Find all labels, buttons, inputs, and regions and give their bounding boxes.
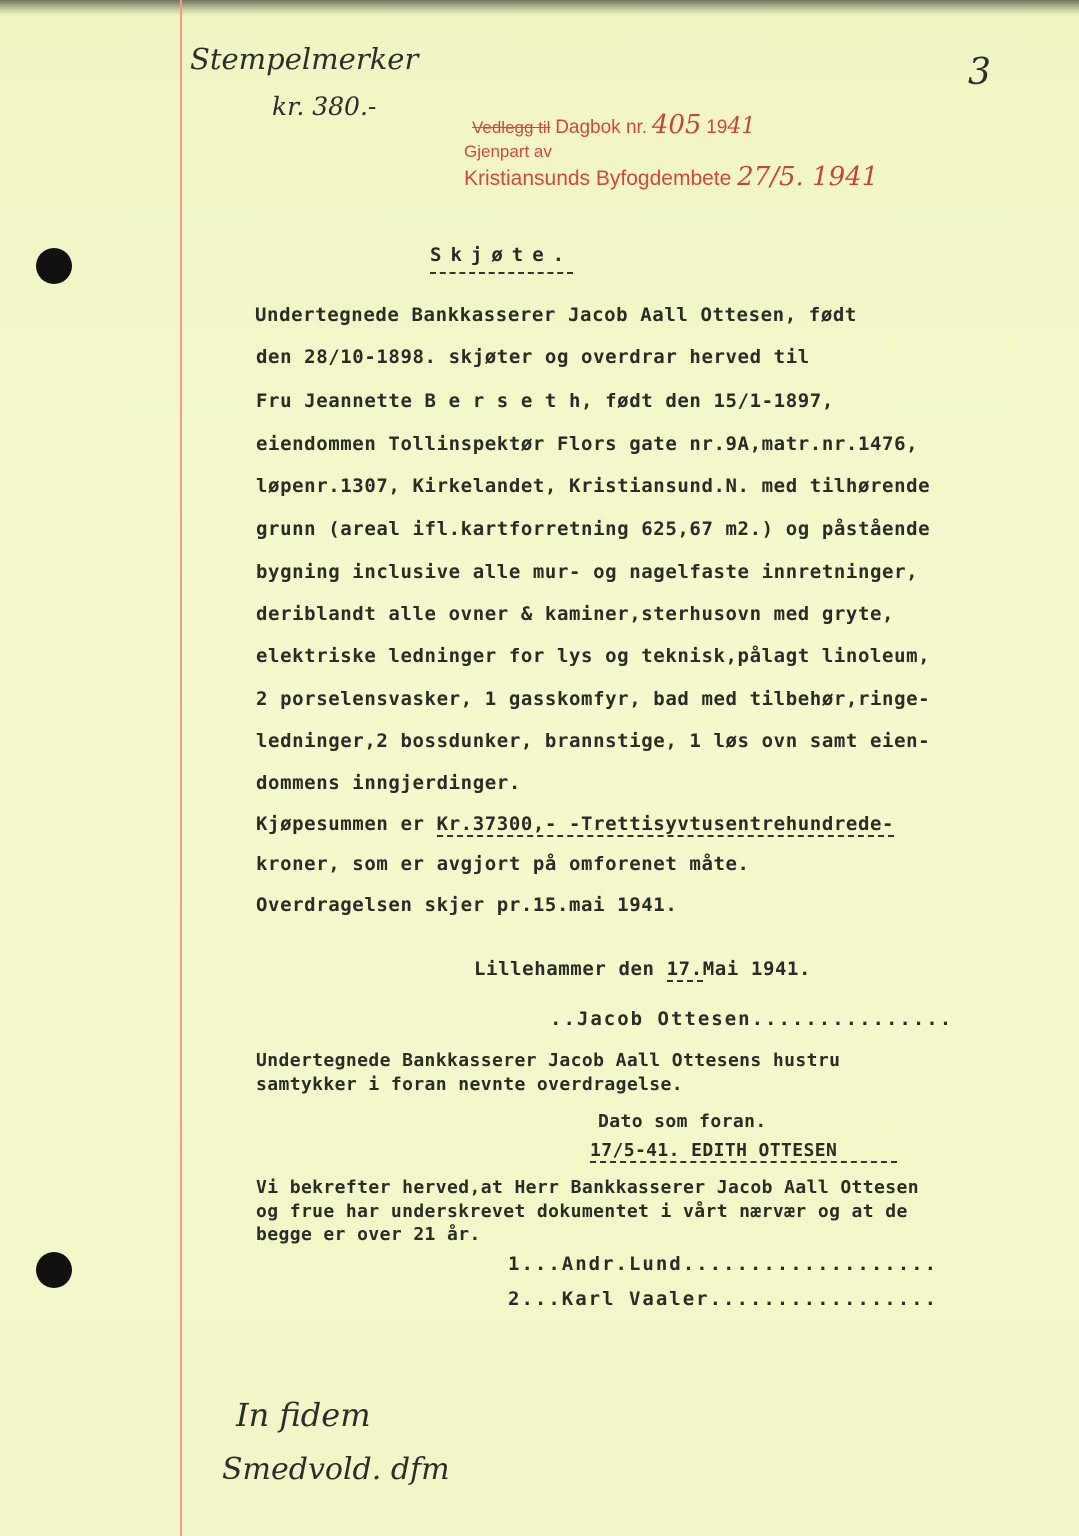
punch-hole-top xyxy=(36,248,72,284)
stamp-marks-note: Stempelmerker xyxy=(190,42,419,76)
body-line: grunn (areal ifl.kartforretning 625,67 m2.) og påstående xyxy=(256,518,931,540)
price-amount: Kr.37300,- -Trettisyvtusentrehundrede- xyxy=(436,813,895,835)
witness-statement-line: begge er over 21 år. xyxy=(256,1224,481,1245)
witness-statement-line: Vi bekrefter herved,at Herr Bankkasserer Jacob Aall Ottesen xyxy=(256,1177,919,1198)
witness-statement-line: og frue har underskrevet dokumentet i vårt nærvær og at de xyxy=(256,1201,908,1222)
stamp-office: Kristiansunds Byfogdembete xyxy=(464,167,732,190)
body-line: ledninger,2 bossdunker, brannstige, 1 løs ovn samt eien- xyxy=(256,730,931,752)
body-line: bygning inclusive alle mur- og nagelfaste innretninger, xyxy=(256,561,919,583)
body-line: den 28/10-1898. skjøter og overdrar herved til xyxy=(256,346,810,368)
spouse-consent-line: Undertegnede Bankkasserer Jacob Aall Ottesens hustru xyxy=(256,1050,841,1071)
body-line: elektriske ledninger for lys og teknisk,pålagt linoleum, xyxy=(256,645,931,667)
spouse-consent-line: samtykker i foran nevnte overdragelse. xyxy=(256,1074,684,1095)
stamp-date: 27/5. 1941 xyxy=(737,162,879,192)
body-line: Fru Jeannette B e r s e t h, født den 15/1-1897, xyxy=(256,390,834,412)
body-line: løpenr.1307, Kirkelandet, Kristiansund.N. med tilhørende xyxy=(256,475,931,497)
stamp-year-printed: 19 xyxy=(706,117,728,138)
stamp-dagbok-label: Dagbok nr. xyxy=(555,117,648,138)
dated-as-above: Dato som foran. xyxy=(598,1111,767,1132)
body-line: dommens inngjerdinger. xyxy=(256,772,521,794)
registrar-signature: Smedvold. dfm xyxy=(222,1452,450,1487)
body-line: deriblandt alle ovner & kaminer,sterhusovn med gryte, xyxy=(256,603,895,625)
stamp-amount-note: kr. 380.- xyxy=(272,92,377,121)
stamp-dagbok-number: 405 xyxy=(651,110,702,140)
place-suffix: Mai 1941. xyxy=(702,958,812,980)
body-line: eiendommen Tollinspektør Flors gate nr.9A,matr.nr.1476, xyxy=(256,433,919,455)
stamp-copy-label: Gjenpart av xyxy=(464,142,552,161)
in-fidem-note: In fidem xyxy=(236,1396,371,1434)
punch-hole-bottom xyxy=(36,1252,72,1288)
registry-stamp-line1 xyxy=(472,110,755,140)
price-line xyxy=(256,813,894,835)
spouse-signature: 17/5-41. EDITH OTTESEN xyxy=(590,1140,897,1161)
registry-stamp-line3 xyxy=(464,162,878,192)
place-date-line xyxy=(474,958,811,980)
document-title: Skjøte. xyxy=(430,244,573,266)
place-day: 17. xyxy=(666,958,703,980)
red-margin-line xyxy=(180,0,182,1536)
witness-signature-1: 1...Andr.Lund................... xyxy=(508,1253,939,1275)
body-line: Undertegnede Bankkasserer Jacob Aall Ottesen, født xyxy=(255,304,857,326)
scan-edge-shadow xyxy=(0,0,1079,16)
price-prefix: Kjøpesummen er xyxy=(256,813,437,835)
witness-signature-2: 2...Karl Vaaler................. xyxy=(508,1288,939,1310)
page-number: 3 xyxy=(968,52,991,93)
seller-signature: ..Jacob Ottesen............... xyxy=(550,1008,954,1030)
body-line: 2 porselensvasker, 1 gasskomfyr, bad med tilbehør,ringe- xyxy=(256,688,931,710)
stamp-year-written: 41 xyxy=(727,114,756,139)
place-prefix: Lillehammer den xyxy=(474,958,667,980)
stamp-prefix: Vedlegg til xyxy=(472,118,551,137)
price-line-2: kroner, som er avgjort på omforenet måte. xyxy=(256,853,750,875)
transfer-date-line: Overdragelsen skjer pr.15.mai 1941. xyxy=(256,894,678,916)
